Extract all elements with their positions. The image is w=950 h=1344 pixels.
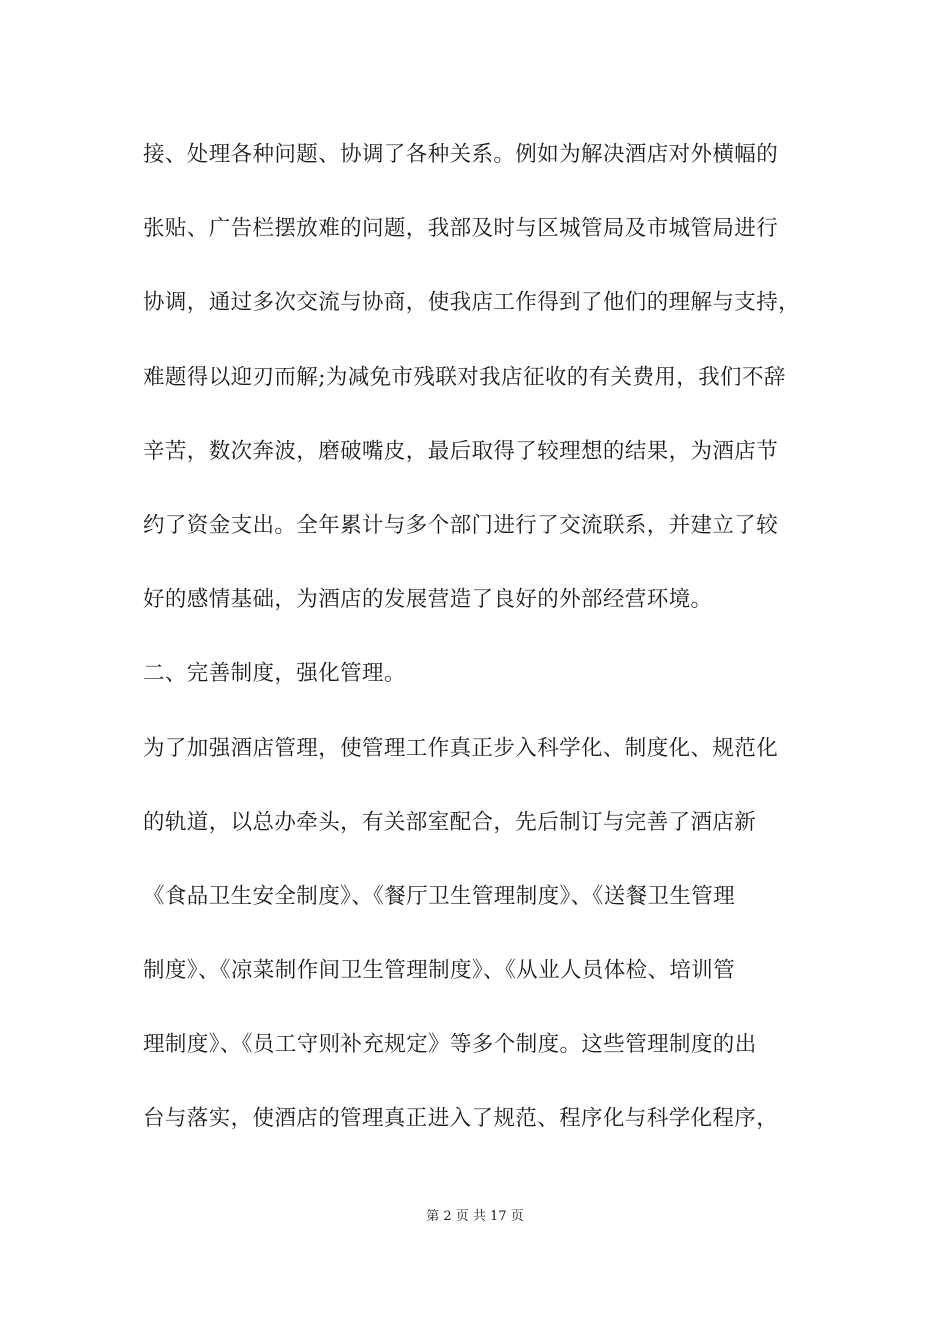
text-line: 《食品卫生安全制度》、《餐厅卫生管理制度》、《送餐卫生管理 [143,883,736,909]
text-line: 辛苦，数次奔波，磨破嘴皮，最后取得了较理想的结果，为酒店节 [143,438,779,464]
text-line: 接、处理各种问题、协调了各种关系。例如为解决酒店对外横幅的 [143,142,779,167]
text-line: 协调，通过多次交流与协商，使我店工作得到了他们的理解与支持， [143,290,801,316]
page-number-label: 第 2 页 共 17 页 [426,1209,524,1224]
text-line: 理制度》、《员工守则补充规定》等多个制度。这些管理制度的出 [143,1032,757,1058]
text-line: 好的感情基础，为酒店的发展营造了良好的外部经营环境。 [143,587,713,613]
page-footer [0,1207,950,1227]
text-line: 为了加强酒店管理，使管理工作真正步入科学化、制度化、规范化 [143,735,779,761]
text-line: 张贴、广告栏摆放难的问题，我部及时与区城管局及市城管局进行 [143,216,779,242]
text-line: 约了资金支出。全年累计与多个部门进行了交流联系，并建立了较 [143,512,779,538]
text-line: 的轨道，以总办牵头，有关部室配合，先后制订与完善了酒店新 [143,809,757,835]
text-line: 制度》、《凉菜制作间卫生管理制度》、《从业人员体检、培训管 [143,958,736,984]
document-body [143,129,833,1168]
text-line: 难题得以迎刃而解;为减免市残联对我店征收的有关费用，我们不辞 [143,364,786,390]
text-line: 台与落实，使酒店的管理真正进入了规范、程序化与科学化程序， [143,1106,779,1132]
section-heading: 二、完善制度，强化管理。 [143,661,406,687]
